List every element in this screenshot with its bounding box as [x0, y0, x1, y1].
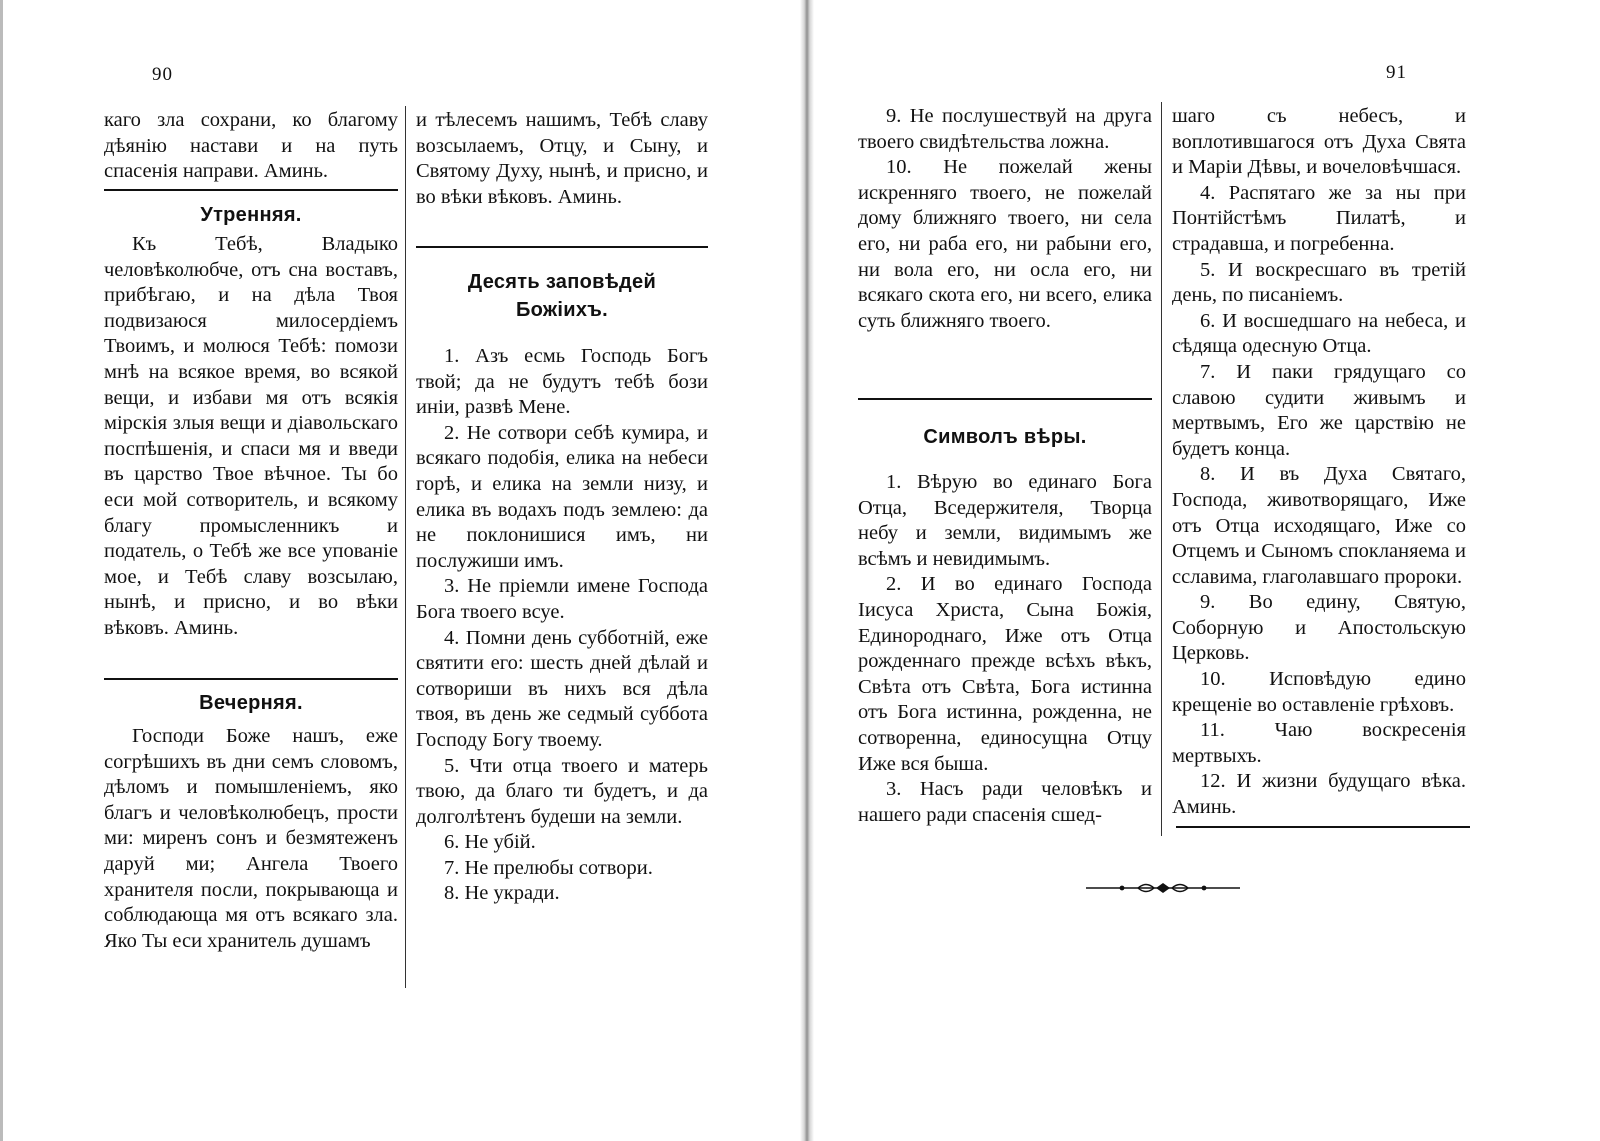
creed-article: 12. И жизни будущаго вѣка. Аминь. [1172, 770, 1466, 819]
commandments-section [416, 268, 708, 907]
creed-article: 2. И во единаго Господа Іисуса Христа, Сына Божія, Единороднаго, Иже отъ Отца рожденнаго прежде всѣхъ вѣкъ, Свѣта отъ Свѣта, Бога истинна отъ Бога истинна, рожденна, не сотворенна, единосущна Отцу Иже вся быша. [858, 573, 1152, 775]
divider [1176, 826, 1470, 828]
left-column-1 [104, 108, 398, 185]
creed-article: 1. Вѣрую во единаго Бога Отца, Вседержителя, Творца небу и земли, видимымъ же всѣмъ и невидимымъ. [858, 471, 1152, 570]
evening-prayer-text: Господи Боже нашъ, еже согрѣшихъ въ дни семъ словомъ, дѣломъ и помышленіемъ, яко благъ и человѣколюбецъ, прости ми: миренъ сонъ и безмятеженъ даруй ми; Ангела Твоего хранителя посли, покрывающа и соблюдающа мя отъ всякаго зла. Яко Ты еси хранитель душамъ [104, 725, 398, 952]
creed-article: 7. И паки грядущаго со славою судити живымъ и мертвымъ, Его же царствію не будетъ конца. [1172, 360, 1466, 460]
commandment-item: 8. Не укради. [444, 882, 560, 905]
creed-article: 3. Насъ ради человѣкъ и нашего ради спасенія сшед- [858, 778, 1152, 826]
morning-prayer-text: Къ Тебѣ, Владыко человѣколюбче, отъ сна воставъ, прибѣгаю, и на дѣла Твоя подвизаюся милосердіемъ Твоимъ, и молюся Тебѣ: помози мнѣ на всякое время, во всякой вещи, и избави мя отъ всякія мірскія злыя вещи и діавольскаго поспѣшенія, и спаси мя и введи въ царство Твое вѣчное. Ты бо еси мой сотворитель, и всякому благу промысленникъ и податель, о Тебѣ же все упованіе мое, и Тебѣ славу возсылаю, нынѣ, и присно, и во вѣки вѣковъ. Аминь. [104, 233, 398, 639]
commandment-item: 5. Чти отца твоего и матерь твою, да благо ти будетъ, и да долголѣтенъ будеши на земли. [416, 754, 708, 828]
creed-articles-continued [1172, 181, 1466, 821]
commandment-item: 6. Не убій. [444, 831, 536, 854]
commandments-list [416, 344, 708, 907]
commandment-item: 4. Помни день субботній, еже святити его: шесть дней дѣлай и сотвориши въ нихъ вся дѣла твоя, въ день же седмый суббота Господу Богу твоему. [416, 626, 708, 751]
book-spine [800, 0, 814, 1141]
commandment-item: 2. Не сотвори себѣ кумира, и всякаго подобія, елика на небеси горѣ, и елика на земли низу, и елика въ водахъ подъ землею: да не поклонишися имъ, ни послужиши имъ. [416, 421, 708, 572]
ornament-icon [1086, 880, 1240, 896]
creed-article: 6. И восшедшаго на небеса, и сѣдяща одесную Отца. [1172, 309, 1466, 358]
right-column-1 [858, 104, 1152, 334]
column-separator [1161, 102, 1162, 836]
prayer-ending: каго зла сохрани, ко благому дѣянію настави и на путь спасенія направи. Аминь. [104, 109, 398, 183]
commandment-item: 1. Азъ есмь Господь Богъ твой; да не будутъ тебѣ бози иніи, развѣ Мене. [416, 345, 708, 419]
divider [104, 189, 398, 191]
commandment-item: 9. Не послушествуй на друга твоего свидѣтельства ложна. [858, 105, 1152, 153]
page-number-right: 91 [1386, 62, 1407, 83]
page-number-left: 90 [152, 64, 173, 85]
right-page [814, 0, 1600, 1141]
morning-prayer-section [104, 202, 398, 642]
prayer-continuation: и тѣлесемъ нашимъ, Тебѣ славу возсылаемъ, Отцу, и Сыну, и Святому Духу, нынѣ, и присно, и во вѣки вѣковъ. Аминь. [416, 109, 708, 208]
commandment-item: 7. Не прелюбы сотвори. [444, 856, 653, 879]
creed-article: 5. И воскресшаго въ третій день, по писаніемъ. [1172, 258, 1466, 307]
section-heading-commandments: Десять заповѣдей Божіихъ. [467, 271, 657, 321]
creed-article: 9. Во едину, Святую, Соборную и Апостольскую Церковь. [1172, 591, 1466, 665]
left-column-2 [416, 108, 708, 210]
creed-article: 11. Чаю воскресенія мертвыхъ. [1172, 719, 1466, 767]
commandment-item: 10. Не пожелай жены искренняго твоего, не пожелай дому ближняго твоего, ни села его, ни раба его, ни рабыни его, ни вола его, ни осла его, ни всякаго скота его, ни всего, елика суть ближняго твоего. [858, 156, 1152, 332]
creed-article: 10. Исповѣдую едино крещеніе во оставленіе грѣховъ. [1172, 668, 1466, 716]
commandment-item: 3. Не пріемли имене Господа Бога твоего всуе. [416, 575, 708, 623]
creed-article: 8. И въ Духа Святаго, Господа, животворящаго, Иже отъ Отца исходящаго, Иже со Отцемъ и Сыномъ спокланяема и сславима, глаголавшаго пророки. [1172, 463, 1466, 588]
section-heading-morning: Утренняя. [200, 204, 302, 226]
commandments-continued [858, 104, 1152, 334]
divider [416, 246, 708, 248]
evening-prayer-section [104, 690, 398, 954]
creed-articles [858, 470, 1152, 828]
section-heading-creed: Символъ вѣры. [923, 426, 1087, 448]
section-heading-evening: Вечерняя. [199, 692, 303, 714]
right-column-2 [1172, 104, 1466, 821]
divider [104, 678, 398, 680]
creed-continuation: шаго съ небесъ, и воплотившагося отъ Духа Свята и Маріи Дѣвы, и вочеловѣчшася. [1172, 105, 1466, 179]
column-separator [405, 106, 406, 988]
divider [858, 398, 1152, 400]
creed-section [858, 424, 1152, 828]
creed-article: 4. Распятаго же за ны при Понтійстѣмъ Пилатѣ, и страдавша, и погребенна. [1172, 181, 1466, 255]
